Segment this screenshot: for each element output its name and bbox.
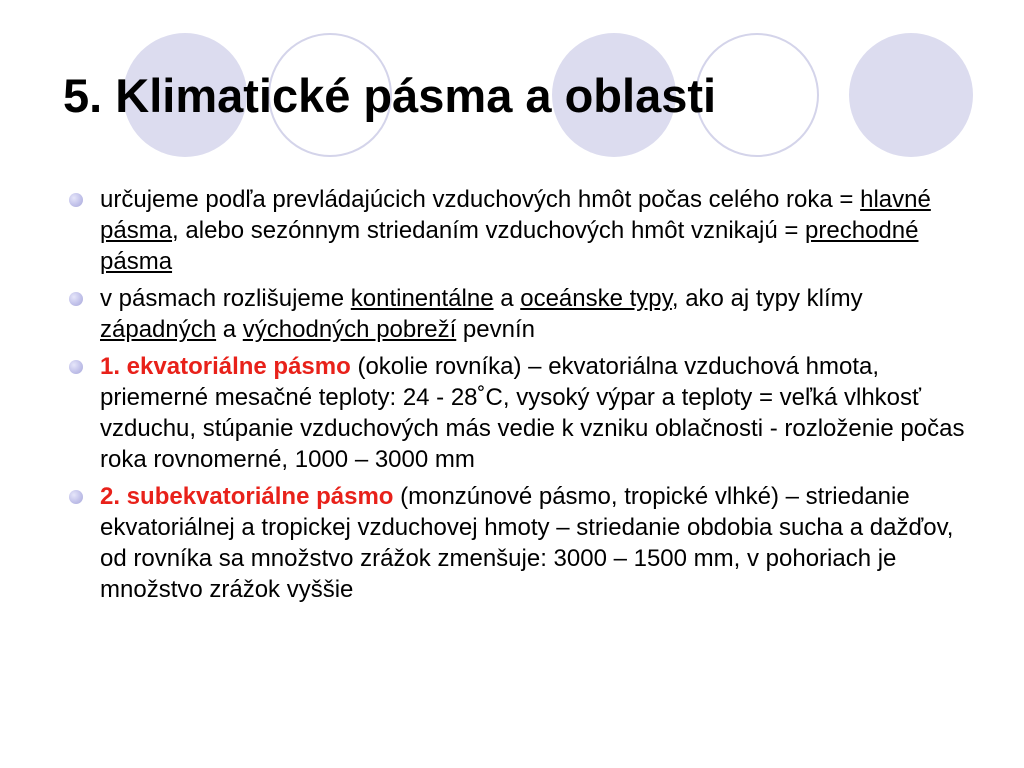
bullet-icon (69, 360, 83, 374)
slide-title: 5. Klimatické pásma a oblasti (63, 69, 717, 122)
term-hlavne-pasma: hlavné pásma (100, 186, 931, 244)
bullet-text: v pásmach rozlišujeme (100, 285, 351, 312)
term-vychodnych-pobrezi: východných pobreží (242, 316, 457, 343)
circle-filled-icon (849, 33, 973, 157)
list-item (100, 481, 970, 605)
bullet-text: , alebo sezónnym striedaním vzduchových hmôt vznikajú = (172, 217, 806, 244)
bullet-list (100, 184, 970, 611)
bullet-text: a (216, 316, 243, 343)
zone-heading-subekvatorialne: 2. subekvatoriálne pásmo (100, 483, 394, 510)
bullet-text: (monzúnové pásmo, tropické vlhké) – striedanie ekvatoriálnej a tropickej vzduchovej hmoty – striedanie obdobia sucha a dažďov, od rovníka sa množstvo zrážok zmenšuje: 3000 – 1500 mm, v pohoriach je množstvo zrážok vyššie (100, 483, 954, 603)
bullet-text: (okolie rovníka) – ekvatoriálna vzduchová hmota, priemerné mesačné teploty: 24 - 28˚C, vysoký výpar a teploty = veľká vlhkosť vzduchu, stúpanie vzduchových más vedie k vzniku oblačnosti - rozloženie počas roka rovnomerné, 1000 – 3000 mm (100, 353, 965, 473)
term-oceanske-typy: oceánske typy (520, 285, 672, 312)
list-item (100, 184, 970, 277)
bullet-icon (69, 193, 83, 207)
bullet-icon (69, 292, 83, 306)
bullet-text: , ako aj typy klímy (671, 285, 863, 312)
bullet-text: pevnín (456, 316, 535, 343)
term-kontinentalne: kontinentálne (350, 285, 494, 312)
list-item (100, 351, 970, 475)
bullet-text: a (493, 285, 521, 312)
list-item (100, 283, 970, 345)
term-zapadnych: západných (100, 316, 217, 343)
zone-heading-ekvatorialne: 1. ekvatoriálne pásmo (100, 353, 351, 380)
term-prechodne-pasma: prechodné pásma (100, 217, 919, 275)
bullet-icon (69, 490, 83, 504)
bullet-text: určujeme podľa prevládajúcich vzduchových hmôt počas celého roka = (100, 186, 861, 213)
